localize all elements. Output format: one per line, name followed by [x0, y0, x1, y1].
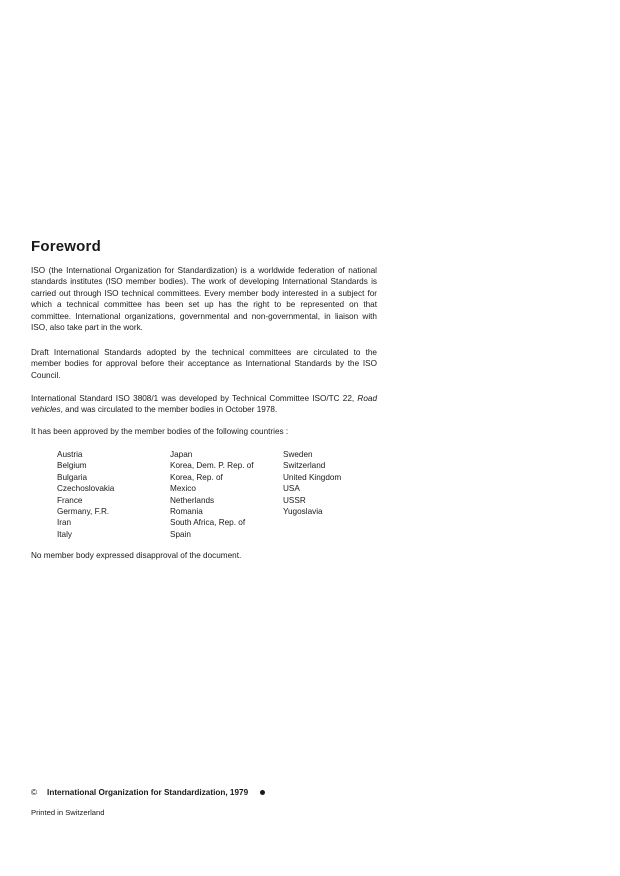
- country-item: Korea, Rep. of: [170, 472, 223, 482]
- country-item: Bulgaria: [57, 472, 88, 482]
- paragraph-draft-standards: Draft International Standards adopted by the technical committees are circulated to the member bodies for approval before their acceptance as International Standards by the ISO Council.: [31, 348, 377, 380]
- country-item: Germany, F.R.: [57, 507, 110, 517]
- paragraph-text: , and was circulated to the member bodies in October 1978.: [60, 405, 278, 415]
- country-item: Netherlands: [170, 495, 215, 505]
- country-item: Czechoslovakia: [57, 484, 115, 494]
- country-item: Italy: [57, 529, 73, 539]
- paragraph-iso-intro: ISO (the International Organization for Standardization) is a worldwide federation of national standards institutes (ISO member bodies). The work of developing International Standards is carried out through ISO technical committees. Every member body interested in a subject for which a technical committee has been set up has the right to be represented on that committee. International organizations, governmental and non-governmental, in liaison with ISO, also take part in the work.: [31, 266, 377, 333]
- country-item: Japan: [170, 450, 193, 459]
- country-item: Korea, Dem. P. Rep. of: [170, 461, 254, 471]
- country-item: USSR: [283, 495, 306, 505]
- country-item: Romania: [170, 507, 203, 517]
- country-item: Mexico: [170, 484, 196, 494]
- copyright-line: [31, 788, 265, 797]
- printed-note: Printed in Switzerland: [31, 808, 105, 817]
- country-item: Austria: [57, 450, 83, 459]
- country-item: Switzerland: [283, 461, 326, 471]
- copyright-icon: ©: [31, 788, 38, 797]
- country-item: United Kingdom: [283, 472, 342, 482]
- country-item: Iran: [57, 518, 72, 528]
- country-column-2: [170, 449, 283, 540]
- country-list: [57, 449, 403, 540]
- country-item: Sweden: [283, 450, 313, 459]
- country-column-3: [283, 449, 403, 540]
- country-item: South Africa, Rep. of: [170, 518, 246, 528]
- country-item: Yugoslavia: [283, 507, 323, 517]
- country-item: Belgium: [57, 461, 87, 471]
- paragraph-no-disapproval: No member body expressed disapproval of the document.: [31, 551, 242, 560]
- paragraph-standard-development: [31, 393, 377, 416]
- copyright-text: International Organization for Standardization, 1979: [47, 788, 249, 797]
- bullet-dot-icon: [260, 790, 265, 795]
- paragraph-text: International Standard ISO 3808/1 was developed by Technical Committee ISO/TC 22,: [31, 394, 358, 403]
- committee-name: Road vehicles: [31, 394, 377, 415]
- country-column-1: [57, 449, 170, 540]
- page-title: Foreword: [31, 238, 101, 255]
- country-item: USA: [283, 484, 300, 494]
- country-item: France: [57, 495, 83, 505]
- paragraph-approval: It has been approved by the member bodies of the following countries :: [31, 427, 289, 436]
- country-item: Spain: [170, 529, 191, 539]
